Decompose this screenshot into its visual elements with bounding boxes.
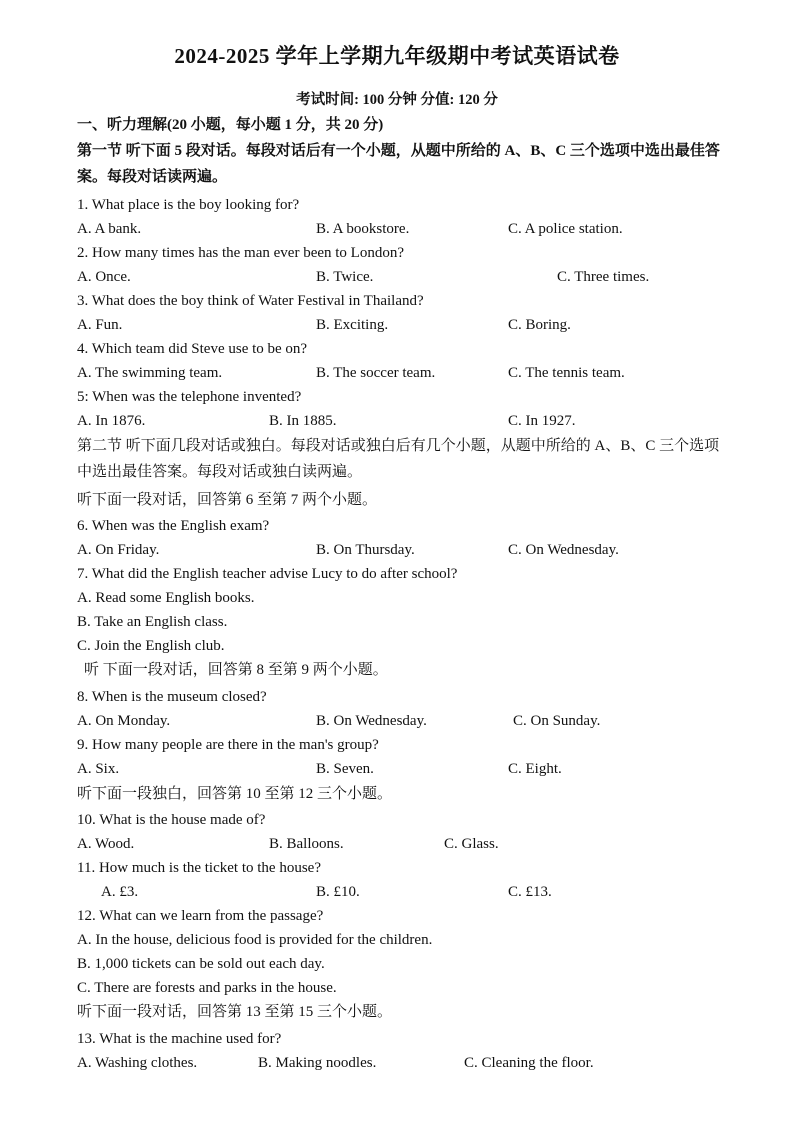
q13-option-b: B. Making noodles. bbox=[258, 1055, 377, 1071]
q9-option-a: A. Six. bbox=[77, 761, 120, 777]
q1-option-c: C. A police station. bbox=[508, 221, 623, 237]
part2-instructions: 第二节 听下面几段对话或独白。每段对话或独白后有几个小题，从题中所给的 A、B、C 三个选项中选出最佳答案。每段对话或独白读两遍。 bbox=[77, 438, 720, 480]
q6-option-b: B. On Thursday. bbox=[316, 542, 415, 558]
q2-option-b: B. Twice. bbox=[316, 269, 374, 285]
part1-instructions: 第一节 听下面 5 段对话。每段对话后有一个小题，从题中所给的 A、B、C 三个选项中选出最佳答案。每段对话读两遍。 bbox=[77, 143, 720, 185]
q4-option-c: C. The tennis team. bbox=[508, 365, 625, 381]
q12-option-b: B. 1,000 tickets can be sold out each day. bbox=[77, 956, 325, 972]
note-q6-7: 听下面一段对话，回答第 6 至第 7 两个小题。 bbox=[77, 492, 378, 508]
question-5: 5: When was the telephone invented? bbox=[77, 389, 302, 405]
q8-option-b: B. On Wednesday. bbox=[316, 713, 427, 729]
q3-option-b: B. Exciting. bbox=[316, 317, 389, 333]
exam-title: 2024-2025 学年上学期九年级期中考试英语试卷 bbox=[174, 44, 620, 68]
question-10: 10. What is the house made of? bbox=[77, 812, 266, 828]
exam-subtitle: 考试时间: 100 分钟 分值: 120 分 bbox=[296, 92, 498, 108]
q9-option-c: C. Eight. bbox=[508, 761, 562, 777]
q11-option-a: A. £3. bbox=[101, 884, 139, 900]
q5-option-c: C. In 1927. bbox=[508, 413, 576, 429]
question-2: 2. How many times has the man ever been to London? bbox=[77, 245, 404, 261]
question-12: 12. What can we learn from the passage? bbox=[77, 908, 324, 924]
q8-option-a: A. On Monday. bbox=[77, 713, 171, 729]
question-9: 9. How many people are there in the man's group? bbox=[77, 737, 379, 753]
q12-option-a: A. In the house, delicious food is provided for the children. bbox=[77, 932, 433, 948]
q8-option-c: C. On Sunday. bbox=[513, 713, 601, 729]
q4-option-b: B. The soccer team. bbox=[316, 365, 436, 381]
q13-option-a: A. Washing clothes. bbox=[77, 1055, 198, 1071]
q6-option-c: C. On Wednesday. bbox=[508, 542, 619, 558]
q3-option-c: C. Boring. bbox=[508, 317, 571, 333]
note-q10-12: 听下面一段独白，回答第 10 至第 12 三个小题。 bbox=[77, 786, 393, 802]
q10-option-b: B. Balloons. bbox=[269, 836, 344, 852]
q13-option-c: C. Cleaning the floor. bbox=[464, 1055, 594, 1071]
q9-option-b: B. Seven. bbox=[316, 761, 374, 777]
q1-option-a: A. A bank. bbox=[77, 221, 142, 237]
q5-option-a: A. In 1876. bbox=[77, 413, 146, 429]
note-q13-15: 听下面一段对话，回答第 13 至第 15 三个小题。 bbox=[77, 1004, 393, 1020]
question-11: 11. How much is the ticket to the house? bbox=[77, 860, 321, 876]
q3-option-a: A. Fun. bbox=[77, 317, 123, 333]
q6-option-a: A. On Friday. bbox=[77, 542, 160, 558]
q10-option-c: C. Glass. bbox=[444, 836, 499, 852]
q7-option-c: C. Join the English club. bbox=[77, 638, 225, 654]
q1-option-b: B. A bookstore. bbox=[316, 221, 410, 237]
q2-option-a: A. Once. bbox=[77, 269, 131, 285]
q11-option-b: B. £10. bbox=[316, 884, 360, 900]
q12-option-c: C. There are forests and parks in the house. bbox=[77, 980, 337, 996]
question-13: 13. What is the machine used for? bbox=[77, 1031, 282, 1047]
section-heading: 一、听力理解(20 小题，每小题 1 分，共 20 分) bbox=[77, 117, 384, 133]
q11-option-c: C. £13. bbox=[508, 884, 552, 900]
question-8: 8. When is the museum closed? bbox=[77, 689, 267, 705]
question-1: 1. What place is the boy looking for? bbox=[77, 197, 300, 213]
q5-option-b: B. In 1885. bbox=[269, 413, 337, 429]
q7-option-a: A. Read some English books. bbox=[77, 590, 255, 606]
note-q8-9: 听 下面一段对话，回答第 8 至第 9 两个小题。 bbox=[84, 662, 388, 678]
q10-option-a: A. Wood. bbox=[77, 836, 135, 852]
q7-option-b: B. Take an English class. bbox=[77, 614, 228, 630]
question-4: 4. Which team did Steve use to be on? bbox=[77, 341, 308, 357]
q2-option-c: C. Three times. bbox=[557, 269, 650, 285]
question-7: 7. What did the English teacher advise Lucy to do after school? bbox=[77, 566, 458, 582]
question-6: 6. When was the English exam? bbox=[77, 518, 270, 534]
question-3: 3. What does the boy think of Water Festival in Thailand? bbox=[77, 293, 424, 309]
q4-option-a: A. The swimming team. bbox=[77, 365, 223, 381]
